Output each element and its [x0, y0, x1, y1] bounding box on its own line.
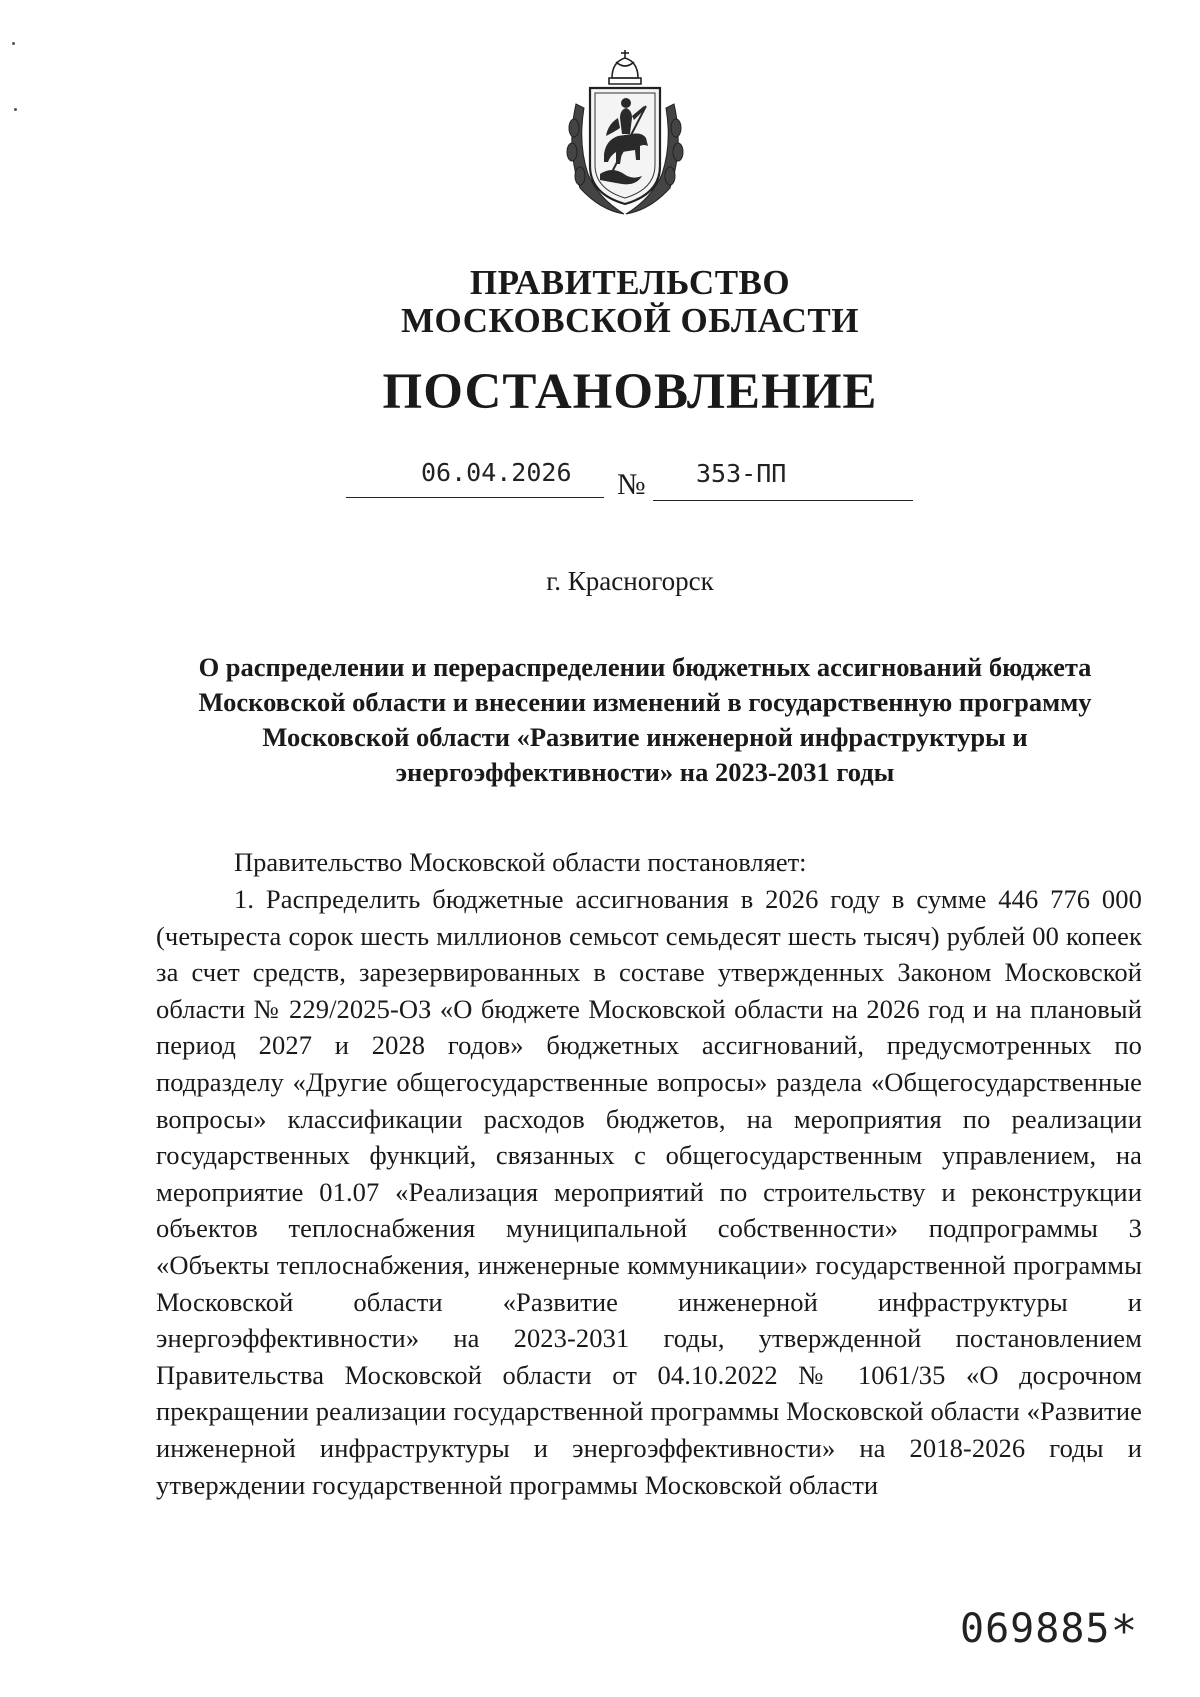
document-number: 353-ПП: [696, 459, 787, 488]
document-date: 06.04.2026: [421, 458, 572, 487]
city-name: г. Красногорск: [546, 566, 714, 596]
scan-speck: [12, 42, 15, 45]
serial-number: 069885: [960, 1606, 1111, 1652]
government-title-line2: МОСКОВСКОЙ ОБЛАСТИ: [401, 301, 859, 340]
moscow-region-coat-of-arms-icon: [560, 48, 690, 220]
document-subject: О распределении и перераспределении бюджетных ассигнований бюджета Московской области и внесении изменений в государственную программу Московской области «Развитие инженерной инфраструктуры и энергоэффективности» на 2023-2031 годы: [198, 652, 1092, 787]
serial-mark: *: [1113, 1606, 1135, 1657]
number-sign: №: [617, 468, 646, 501]
item-1-paragraph: 1. Распределить бюджетные ассигнования в 2026 году в сумме 446 776 000 (четыреста сорок шесть миллионов семьсот семьдесят шесть тысяч) рублей 00 копеек за счет средств, зарезервированных в составе утвержденных Законом Московской области № 229/2025-ОЗ «О бюджете Московской области на 2026 год и на плановый период 2027 и 2028 годов» бюджетных ассигнований, предусмотренных по подразделу «Другие общегосударственные вопросы» раздела «Общегосударственные вопросы» классификации расходов бюджетов, на мероприятия по реализации государственных функций, связанных с общегосударственным управлением, на мероприятие 01.07 «Реализация мероприятий по строительству и реконструкции объектов теплоснабжения муниципальной собственности» подпрограммы 3 «Объекты теплоснабжения, инженерные коммуникации» государственной программы Московской области «Развитие инженерной инфраструктуры и энергоэффективности» на 2023-2031 годы, утвержденной постановлением Правительства Московской области от 04.10.2022 № 1061/35 «О досрочном прекращении реализации государственной программы Московской области «Развитие инженерной инфраструктуры и энергоэффективности» на 2018-2026 годы и утверждении государственной программы Московской области: [156, 884, 1142, 1500]
number-underline: [653, 500, 913, 501]
scan-speck: [14, 108, 17, 111]
government-title-line1: ПРАВИТЕЛЬСТВО: [469, 263, 791, 302]
document-type-heading: ПОСТАНОВЛЕНИЕ: [382, 364, 878, 420]
date-underline: [346, 497, 604, 498]
preamble-paragraph: Правительство Московской области постановляет:: [234, 847, 807, 877]
